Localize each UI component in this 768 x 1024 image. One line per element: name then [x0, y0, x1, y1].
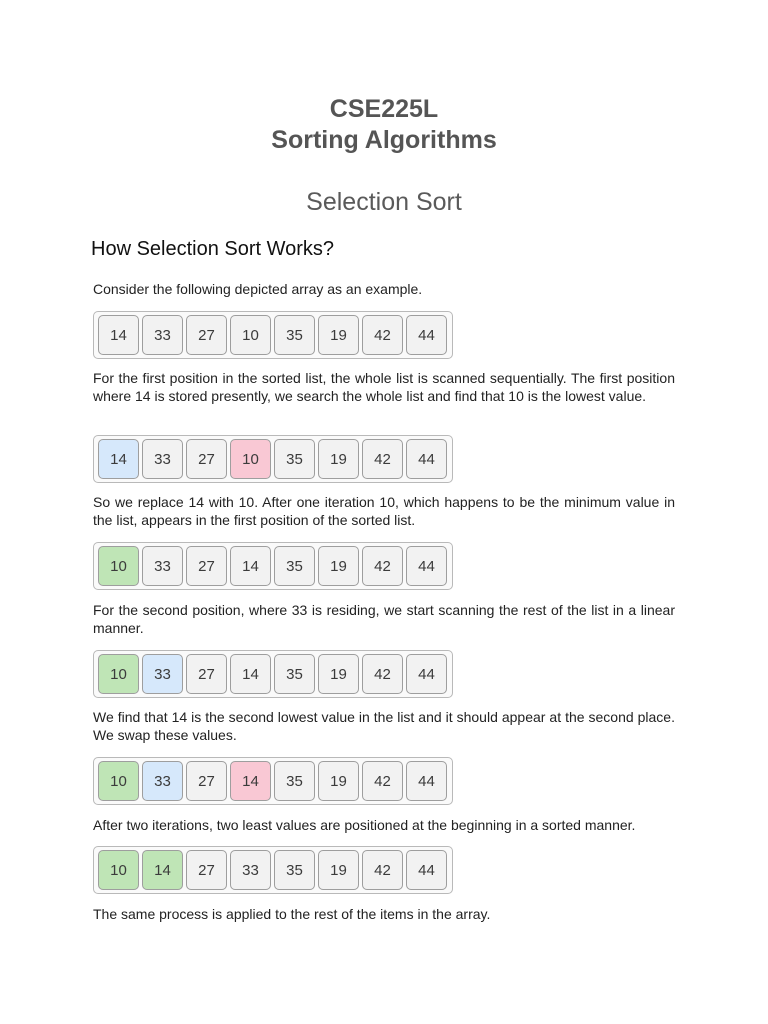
section-subtitle: Selection Sort — [306, 188, 462, 216]
array-cell: 14 — [230, 654, 271, 694]
array-cell: 19 — [318, 761, 359, 801]
array-cell: 33 — [142, 439, 183, 479]
array-cell: 14 — [98, 439, 139, 479]
array-cell: 35 — [274, 850, 315, 890]
array-cell: 35 — [274, 546, 315, 586]
array-cell: 33 — [142, 546, 183, 586]
array-diagram — [93, 542, 453, 590]
array-cell: 35 — [274, 315, 315, 355]
array-cell: 35 — [274, 654, 315, 694]
array-cell: 27 — [186, 850, 227, 890]
array-cell: 14 — [230, 761, 271, 801]
array-cell: 33 — [230, 850, 271, 890]
paragraph: So we replace 14 with 10. After one iteration 10, which happens to be the minimum value in the list, appears in the first position of the sorted list. — [93, 494, 675, 528]
array-cell: 44 — [406, 654, 447, 694]
array-cell: 14 — [98, 315, 139, 355]
array-cell: 44 — [406, 761, 447, 801]
array-cell: 14 — [142, 850, 183, 890]
array-cell: 10 — [98, 654, 139, 694]
paragraph: The same process is applied to the rest of the items in the array. — [93, 906, 491, 922]
array-cell: 42 — [362, 315, 403, 355]
array-cell: 27 — [186, 654, 227, 694]
paragraph: For the first position in the sorted list, the whole list is scanned sequentially. The first position where 14 is stored presently, we search the whole list and find that 10 is the lowest value. — [93, 370, 675, 404]
array-diagram — [93, 846, 453, 894]
array-cell: 10 — [230, 315, 271, 355]
array-cell: 10 — [98, 546, 139, 586]
array-cell: 33 — [142, 315, 183, 355]
array-cell: 44 — [406, 850, 447, 890]
array-cell: 14 — [230, 546, 271, 586]
array-cell: 27 — [186, 439, 227, 479]
array-cell: 42 — [362, 439, 403, 479]
array-cell: 19 — [318, 439, 359, 479]
array-cell: 19 — [318, 315, 359, 355]
array-cell: 19 — [318, 850, 359, 890]
array-cell: 27 — [186, 546, 227, 586]
array-cell: 44 — [406, 439, 447, 479]
array-cell: 10 — [98, 761, 139, 801]
paragraph: After two iterations, two least values are positioned at the beginning in a sorted manner. — [93, 817, 636, 833]
array-cell: 42 — [362, 546, 403, 586]
array-cell: 35 — [274, 439, 315, 479]
section-heading: How Selection Sort Works? — [91, 238, 335, 260]
page-title: Sorting Algorithms — [271, 126, 497, 154]
array-diagram — [93, 757, 453, 805]
array-diagram — [93, 435, 453, 483]
paragraph: For the second position, where 33 is residing, we start scanning the rest of the list in a linear manner. — [93, 602, 675, 636]
array-diagram — [93, 311, 453, 359]
array-cell: 33 — [142, 654, 183, 694]
array-cell: 44 — [406, 546, 447, 586]
array-cell: 44 — [406, 315, 447, 355]
array-cell: 27 — [186, 761, 227, 801]
array-cell: 19 — [318, 546, 359, 586]
array-cell: 10 — [230, 439, 271, 479]
array-cell: 35 — [274, 761, 315, 801]
paragraph: Consider the following depicted array as an example. — [93, 281, 423, 297]
paragraph: We find that 14 is the second lowest value in the list and it should appear at the second place. We swap these values. — [93, 709, 675, 743]
array-diagram — [93, 650, 453, 698]
array-cell: 42 — [362, 654, 403, 694]
array-cell: 33 — [142, 761, 183, 801]
array-cell: 10 — [98, 850, 139, 890]
course-code: CSE225L — [329, 95, 439, 123]
array-cell: 27 — [186, 315, 227, 355]
array-cell: 19 — [318, 654, 359, 694]
array-cell: 42 — [362, 761, 403, 801]
array-cell: 42 — [362, 850, 403, 890]
